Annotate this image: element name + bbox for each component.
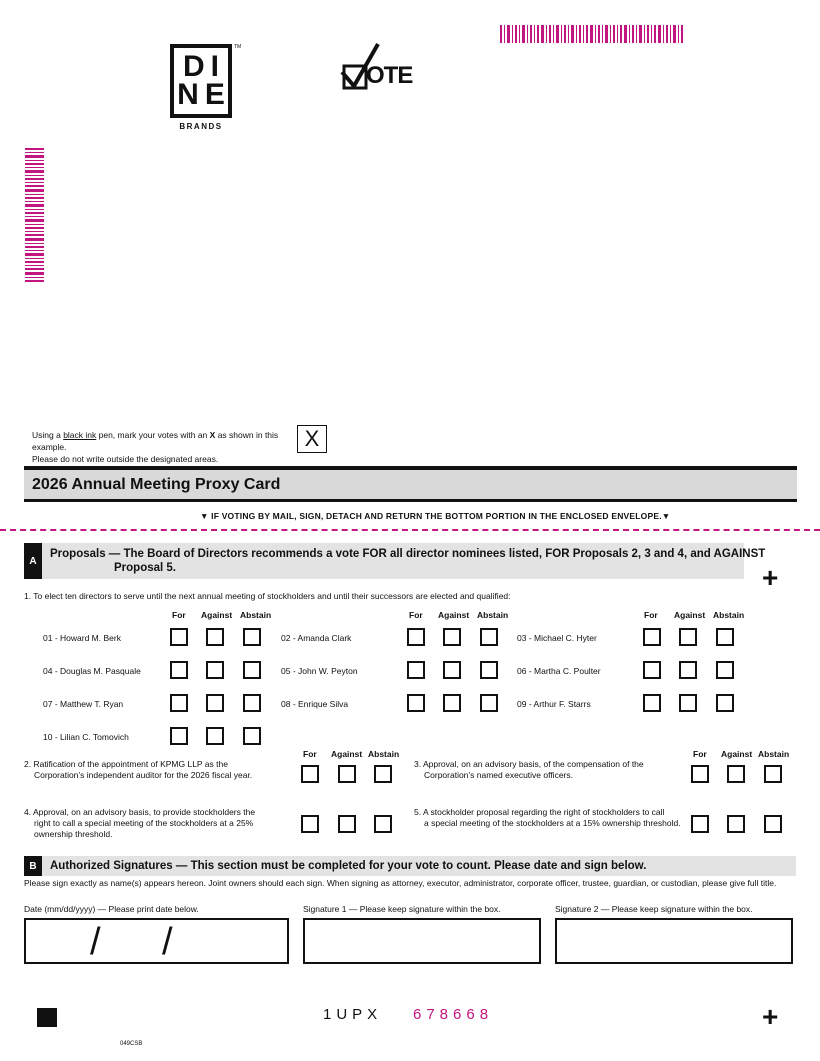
proposal-5-for[interactable] (691, 815, 709, 833)
section-a-label: A (24, 543, 42, 579)
col-for-p3: For (693, 749, 707, 759)
signature-1-label: Signature 1 — Please keep signature within the box. (303, 904, 501, 914)
proposal-4-for[interactable] (301, 815, 319, 833)
proposal-2-for[interactable] (301, 765, 319, 783)
nominee-06-against[interactable] (679, 661, 697, 679)
nominee-10-against[interactable] (206, 727, 224, 745)
dine-brands-logo (170, 44, 232, 118)
date-separator-2: / (162, 921, 173, 963)
proposal-3-line1: 3. Approval, on an advisory basis, of the compensation of the (414, 759, 644, 769)
nominee-10-for[interactable] (170, 727, 188, 745)
registration-plus-bottom: + (762, 1001, 779, 1032)
nominee-01-abstain[interactable] (243, 628, 261, 646)
nominee-02-for[interactable] (407, 628, 425, 646)
proposal-4-line2: right to call a special meeting of the stockholders at a 25% (34, 818, 254, 828)
col-abstain-p3: Abstain (758, 749, 790, 759)
date-separator-1: / (90, 921, 101, 963)
example-mark-box: X (297, 425, 327, 453)
instr-post: pen, mark your votes with an (96, 430, 210, 440)
nominee-01-for[interactable] (170, 628, 188, 646)
nominee-08-against[interactable] (443, 694, 461, 712)
nominee-02-against[interactable] (443, 628, 461, 646)
proposal-2-abstain[interactable] (374, 765, 392, 783)
proposal-2-text (24, 759, 294, 781)
proposal-5-against[interactable] (727, 815, 745, 833)
barcode-side (25, 148, 44, 284)
date-label: Date (mm/dd/yyyy) — Please print date below. (24, 904, 199, 914)
nominee-03-against[interactable] (679, 628, 697, 646)
col-against-p2: Against (331, 749, 363, 759)
nominee-08-for[interactable] (407, 694, 425, 712)
section-b-label: B (24, 856, 42, 876)
col-for-1: For (172, 610, 186, 620)
col-against-3: Against (674, 610, 706, 620)
barcode-top (500, 25, 684, 43)
section-a-heading-line2: Proposal 5. (114, 562, 176, 574)
col-against-2: Against (438, 610, 470, 620)
nominee-07-for[interactable] (170, 694, 188, 712)
nominee-10-abstain[interactable] (243, 727, 261, 745)
col-abstain-p2: Abstain (368, 749, 400, 759)
nominee-04-against[interactable] (206, 661, 224, 679)
col-abstain-2: Abstain (477, 610, 509, 620)
proposal-2-line1: 2. Ratification of the appointment of KPMG LLP as the (24, 759, 228, 769)
nominee-09-abstain[interactable] (716, 694, 734, 712)
proposal-2-line2: Corporation’s independent auditor for the 2026 fiscal year. (34, 770, 253, 780)
section-a-header (24, 543, 766, 579)
nominee-09-against[interactable] (679, 694, 697, 712)
proposal-3-line2: Corporation’s named executive officers. (424, 770, 573, 780)
section-b-header (24, 856, 796, 876)
nominee-07-abstain[interactable] (243, 694, 261, 712)
nominee-02-abstain[interactable] (480, 628, 498, 646)
nominee-05-for[interactable] (407, 661, 425, 679)
registration-marker (37, 1008, 57, 1027)
nominee-08-abstain[interactable] (480, 694, 498, 712)
nominee-09: 09 - Arthur F. Starrs (517, 699, 591, 709)
signature-note: Please sign exactly as name(s) appears hereon. Joint owners should each sign. When signing as attorney, executor, administrator, corporate officer, trustee, guardian, or custodian, please give full title. (24, 878, 777, 888)
nominee-10: 10 - Lilian C. Tomovich (43, 732, 129, 742)
proposal-1-text: 1. To elect ten directors to serve until the next annual meeting of stockholders and until their successors are elected and qualified: (24, 591, 511, 601)
proposal-5-line1: 5. A stockholder proposal regarding the right of stockholders to call (414, 807, 665, 817)
registration-plus-top: + (762, 562, 779, 593)
signature-2-label: Signature 2 — Please keep signature within the box. (555, 904, 753, 914)
marking-instructions (32, 429, 292, 465)
nominee-06: 06 - Martha C. Poulter (517, 666, 601, 676)
proposal-2-against[interactable] (338, 765, 356, 783)
nominee-04-abstain[interactable] (243, 661, 261, 679)
detach-line (0, 529, 820, 531)
nominee-03: 03 - Michael C. Hyter (517, 633, 597, 643)
col-abstain-1: Abstain (240, 610, 272, 620)
proposal-5-abstain[interactable] (764, 815, 782, 833)
instr-ink: black ink (63, 430, 97, 440)
account-code: 678668 (413, 1006, 494, 1023)
page-title: 2026 Annual Meeting Proxy Card (32, 476, 281, 493)
proposal-4-line1: 4. Approval, on an advisory basis, to provide stockholders the (24, 807, 256, 817)
vote-logo (340, 42, 420, 94)
nominee-01-against[interactable] (206, 628, 224, 646)
section-a-heading-line1: Proposals — The Board of Directors recommends a vote FOR all director nominees listed, FOR Proposals 2, 3 and 4, and AGAINST (50, 548, 766, 560)
logo-trademark: TM (234, 44, 242, 50)
nominee-05: 05 - John W. Peyton (281, 666, 358, 676)
col-against-1: Against (201, 610, 233, 620)
instr-end: as shown in this example. (32, 430, 279, 452)
logo-subtitle: BRANDS (179, 122, 223, 131)
nominee-04: 04 - Douglas M. Pasquale (43, 666, 141, 676)
nominee-03-for[interactable] (643, 628, 661, 646)
nominee-05-against[interactable] (443, 661, 461, 679)
nominee-05-abstain[interactable] (480, 661, 498, 679)
proposal-3-for[interactable] (691, 765, 709, 783)
proposal-4-text (24, 807, 300, 840)
instr-x: X (209, 430, 216, 440)
nominee-08: 08 - Enrique Silva (281, 699, 349, 709)
proposal-4-against[interactable] (338, 815, 356, 833)
signature-2-field[interactable] (555, 918, 793, 964)
col-for-3: For (644, 610, 658, 620)
vote-logo-text: OTE (366, 62, 413, 89)
proposal-4-abstain[interactable] (374, 815, 392, 833)
nominee-07: 07 - Matthew T. Ryan (43, 699, 124, 709)
nominee-07-against[interactable] (206, 694, 224, 712)
date-field[interactable] (24, 918, 289, 964)
title-bar (24, 466, 797, 502)
nominee-02: 02 - Amanda Clark (281, 633, 352, 643)
proposal-3-against[interactable] (727, 765, 745, 783)
logo-line1: DI (183, 50, 225, 83)
proposal-3-abstain[interactable] (764, 765, 782, 783)
logo-line2: NE (177, 78, 231, 111)
signature-1-field[interactable] (303, 918, 541, 964)
instr-line2: Please do not write outside the designated areas. (32, 454, 219, 464)
proposal-5-line2: a special meeting of the stockholders at a 15% ownership threshold. (424, 818, 681, 828)
proposal-3-text (414, 759, 684, 781)
section-b-heading: Authorized Signatures — This section must be completed for your vote to count. Please date and sign below. (50, 860, 647, 872)
col-abstain-3: Abstain (713, 610, 745, 620)
nominee-06-abstain[interactable] (716, 661, 734, 679)
instr-pre: Using a (32, 430, 64, 440)
col-for-p2: For (303, 749, 317, 759)
mail-instructions: ▼ IF VOTING BY MAIL, SIGN, DETACH AND RETURN THE BOTTOM PORTION IN THE ENCLOSED ENVELOPE.▼ (200, 511, 671, 521)
nominee-01: 01 - Howard M. Berk (43, 633, 121, 643)
section-a-heading (50, 547, 765, 575)
col-for-2: For (409, 610, 423, 620)
proposal-4-line3: ownership threshold. (34, 829, 113, 839)
nominee-09-for[interactable] (643, 694, 661, 712)
form-code: 1UPX (323, 1006, 383, 1023)
nominee-03-abstain[interactable] (716, 628, 734, 646)
nominee-06-for[interactable] (643, 661, 661, 679)
form-id: 049CSB (120, 1041, 143, 1047)
proposal-5-text (414, 807, 694, 829)
col-against-p3: Against (721, 749, 753, 759)
nominee-04-for[interactable] (170, 661, 188, 679)
